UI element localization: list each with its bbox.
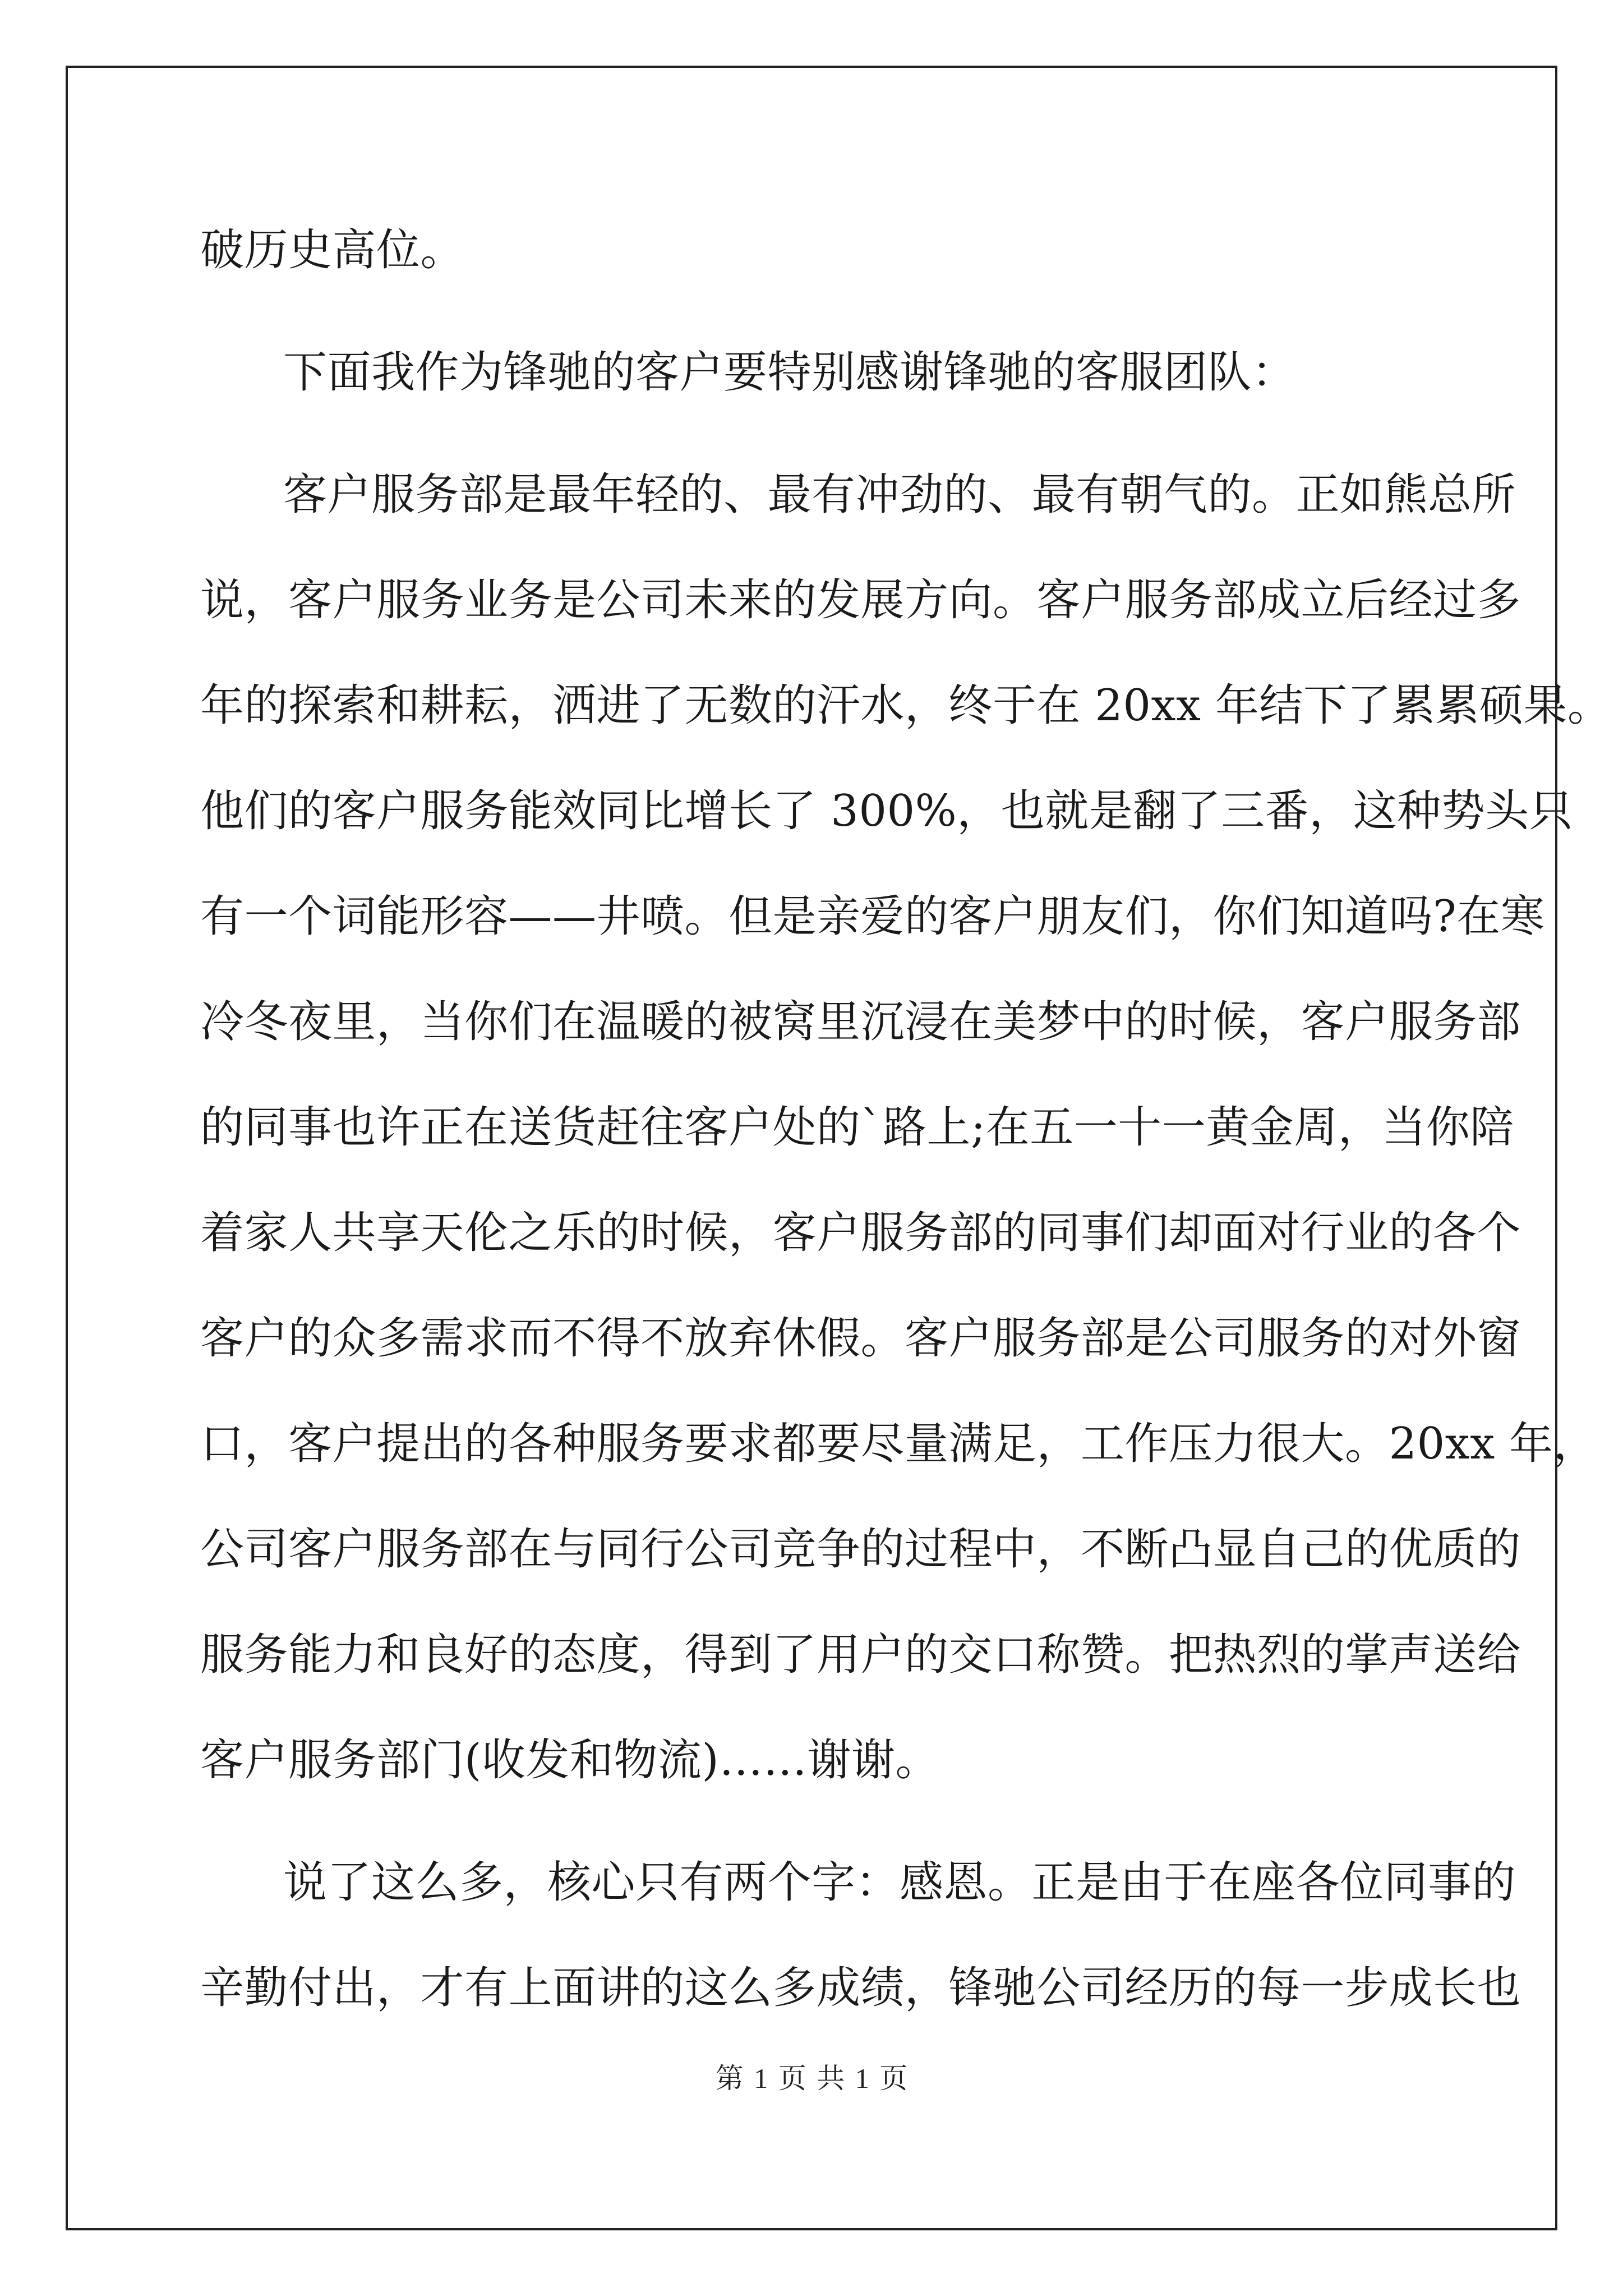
text-line: 说，客户服务业务是公司未来的发展方向。客户服务部成立后经过多	[200, 575, 1521, 625]
paragraph	[200, 320, 1428, 425]
document-body	[200, 197, 1612, 2041]
text-line: 服务能力和良好的态度，得到了用户的交口称赞。把热烈的掌声送给	[200, 1630, 1521, 1680]
text-line: 公司客户服务部在与同行公司竞争的过程中，不断凸显自己的优质的	[200, 1524, 1521, 1575]
text-line: 客户服务部是最年轻的、最有冲劲的、最有朝气的。正如熊总所	[283, 470, 1516, 520]
paragraph	[200, 442, 1612, 1813]
text-line: 他们的客户服务能效同比增长了 300%，也就是翻了三番，这种势头只	[200, 786, 1574, 836]
paragraph	[200, 1830, 1521, 2041]
text-line: 破历史高位。	[200, 225, 465, 275]
page-footer: 第 1 页 共 1 页	[715, 2063, 908, 2094]
text-line: 下面我作为锋驰的客户要特别感谢锋驰的客服团队：	[283, 347, 1296, 398]
text-line: 年的探索和耕耘，洒进了无数的汗水，终于在 20xx 年结下了累累硕果。	[200, 680, 1612, 731]
text-line: 辛勤付出，才有上面讲的这么多成绩，锋驰公司经历的每一步成长也	[200, 1963, 1521, 2013]
text-line: 客户服务部门(收发和物流)……谢谢。	[200, 1735, 939, 1786]
text-line: 客户的众多需求而不得不放弃休假。客户服务部是公司服务的对外窗	[200, 1313, 1521, 1364]
text-line: 的同事也许正在送货赶往客户处的`路上;在五一十一黄金周，当你陪	[200, 1102, 1514, 1153]
text-line: 口，客户提出的各种服务要求都要尽量满足，工作压力很大。20xx 年，	[200, 1419, 1598, 1469]
text-line: 说了这么多，核心只有两个字：感恩。正是由于在座各位同事的	[283, 1857, 1516, 1908]
paragraph	[200, 197, 1428, 303]
text-line: 有一个词能形容——井喷。但是亲爱的客户朋友们，你们知道吗?在寒	[200, 891, 1545, 942]
text-line: 着家人共享天伦之乐的时候，客户服务部的同事们却面对行业的各个	[200, 1208, 1521, 1258]
text-line: 冷冬夜里，当你们在温暖的被窝里沉浸在美梦中的时候，客户服务部	[200, 997, 1521, 1047]
